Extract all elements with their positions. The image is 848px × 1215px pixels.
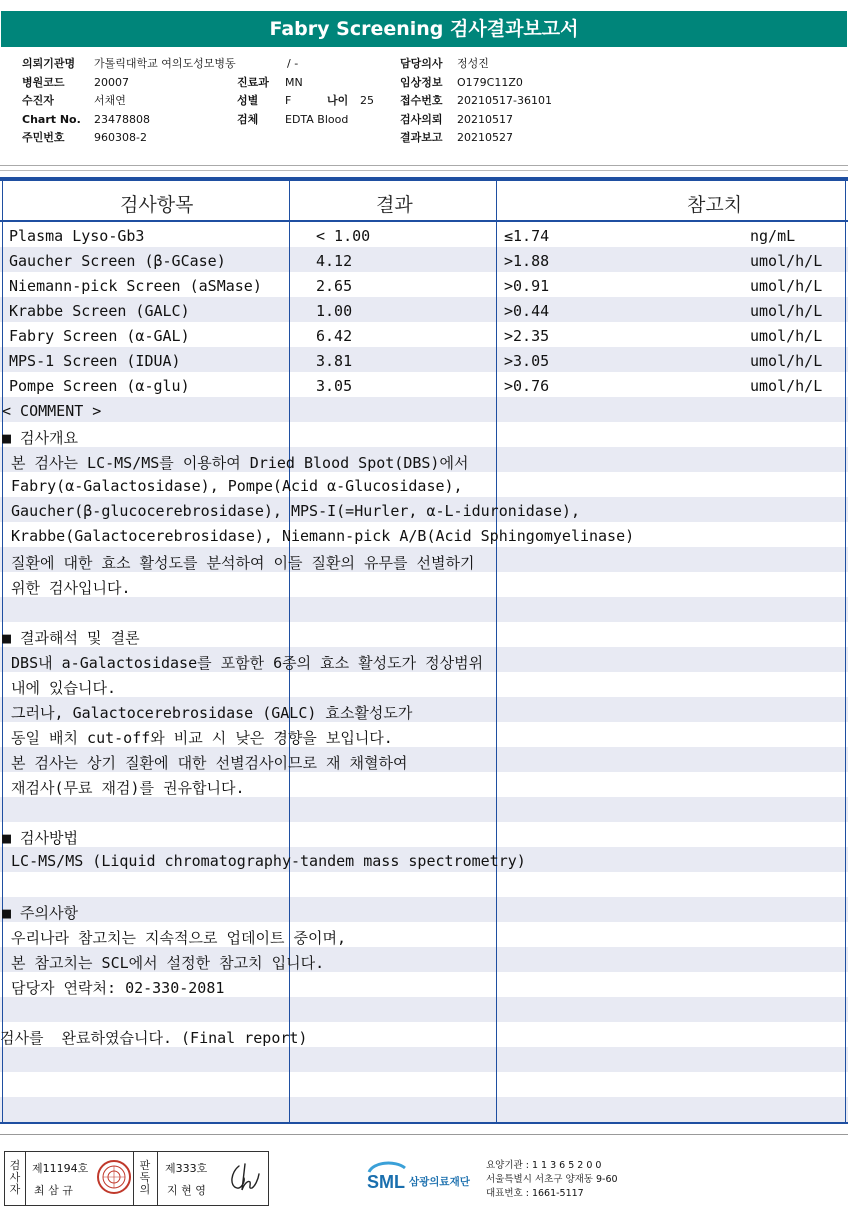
comment-line: ■ 주의사항	[2, 904, 79, 922]
header-left	[22, 55, 236, 148]
comment-line: 본 참고치는 SCL에서 설정한 참고치 입니다.	[2, 954, 325, 972]
test-result: 6.42	[316, 327, 353, 345]
report-date-label: 결과보고	[400, 131, 443, 144]
inspector-name: 최 삼 규	[34, 1184, 73, 1197]
slash-text: / -	[287, 57, 299, 70]
sml-logo	[365, 1158, 485, 1198]
comment-line: < COMMENT >	[2, 402, 102, 420]
row-stripe	[0, 897, 848, 922]
receipt-no-value: 20210517-36101	[457, 94, 552, 107]
col-header-result: 결과	[376, 194, 413, 216]
chart-no-label: Chart No.	[22, 112, 81, 126]
divider	[0, 1134, 848, 1135]
row-stripe	[0, 1047, 848, 1072]
request-date-value: 20210517	[457, 112, 513, 126]
comment-line: 그러나, Galactocerebrosidase (GALC) 효소활성도가	[2, 704, 413, 722]
hospital-code-value: 20007	[94, 75, 129, 89]
comment-line: LC-MS/MS (Liquid chromatography-tandem mass spectrometry)	[2, 852, 526, 870]
specimen-value: EDTA Blood	[285, 112, 349, 126]
phone-line: 대표번호 : 1661-5117	[486, 1188, 584, 1199]
age-label: 나이	[327, 94, 349, 107]
header-mid	[237, 55, 374, 129]
test-unit: umol/h/L	[750, 377, 823, 395]
foundation-name: 삼광의료재단	[409, 1176, 470, 1188]
signature-icon	[225, 1160, 263, 1196]
seal-stamp-icon	[97, 1160, 131, 1194]
comment-line: ■ 결과해석 및 결론	[2, 629, 140, 647]
test-name: Krabbe Screen (GALC)	[9, 302, 190, 320]
test-unit: umol/h/L	[750, 327, 823, 345]
comment-line: 우리나라 참고치는 지속적으로 업데이트 중이며,	[2, 929, 346, 947]
test-result: < 1.00	[316, 227, 371, 245]
address-line: 서울특별시 서초구 양재동 9-60	[486, 1174, 618, 1185]
test-unit: umol/h/L	[750, 352, 823, 370]
sex-value: F	[285, 94, 292, 107]
comment-line: 위한 검사입니다.	[2, 579, 131, 597]
test-reference: >0.76	[504, 377, 550, 395]
test-reference: >2.35	[504, 327, 550, 345]
table-col-line	[845, 181, 846, 1122]
comment-line: 내에 있습니다.	[2, 679, 117, 697]
comment-line: Krabbe(Galactocerebrosidase), Niemann-pick A/B(Acid Sphingomyelinase)	[2, 527, 635, 545]
comment-line: 질환에 대한 효소 활성도를 분석하여 이들 질환의 유무를 선별하기	[2, 554, 475, 572]
clinical-info-label: 임상정보	[400, 75, 443, 89]
dept-label: 진료과	[237, 75, 269, 89]
test-reference: ≤1.74	[504, 227, 550, 245]
comment-line: Fabry(α-Galactosidase), Pompe(Acid α-Glucosidase),	[2, 477, 463, 495]
reviewer-cell	[157, 1152, 267, 1205]
test-reference: >1.88	[504, 252, 550, 270]
comment-line: ■ 검사방법	[2, 829, 79, 847]
test-unit: umol/h/L	[750, 277, 823, 295]
hospital-value: 가톨릭대학교 여의도성모병동	[94, 57, 236, 70]
reviewer-vertical-cell	[133, 1152, 158, 1205]
test-name: Plasma Lyso-Gb3	[9, 227, 145, 245]
test-reference: >0.91	[504, 277, 550, 295]
patient-label: 수진자	[22, 94, 54, 107]
test-name: Gaucher Screen (β-GCase)	[9, 252, 226, 270]
test-result: 1.00	[316, 302, 353, 320]
test-unit: umol/h/L	[750, 302, 823, 320]
test-reference: >3.05	[504, 352, 550, 370]
comment-line: 검사를 완료하였습니다. (Final report)	[0, 1029, 308, 1047]
report-title: Fabry Screening 검사결과보고서	[1, 11, 847, 47]
inspector-no: 제11194호	[32, 1162, 89, 1175]
receipt-no-label: 접수번호	[400, 94, 443, 107]
test-result: 2.65	[316, 277, 353, 295]
header-right	[400, 55, 552, 148]
resident-no-label: 주민번호	[22, 131, 65, 144]
hospital-code-label: 병원코드	[22, 75, 65, 89]
test-name: Niemann-pick Screen (aSMase)	[9, 277, 262, 295]
divider	[0, 170, 848, 171]
comment-line: 본 검사는 LC-MS/MS를 이용하여 Dried Blood Spot(DBS)에서	[2, 454, 469, 472]
comment-line: 재검사(무료 재검)를 권유합니다.	[2, 779, 245, 797]
comment-line: 담당자 연락처: 02-330-2081	[2, 979, 225, 997]
table-top-border	[0, 177, 848, 181]
row-stripe	[0, 797, 848, 822]
test-result: 4.12	[316, 252, 353, 270]
test-name: MPS-1 Screen (IDUA)	[9, 352, 181, 370]
chart-no-value: 23478808	[94, 112, 150, 126]
inspector-vertical-cell	[5, 1152, 26, 1205]
signature-box	[4, 1151, 269, 1206]
clinical-info-value: O179C11Z0	[457, 75, 523, 89]
comment-line: ■ 검사개요	[2, 429, 79, 447]
age-value: 25	[360, 94, 374, 107]
row-stripe	[0, 597, 848, 622]
resident-no-value: 960308-2	[94, 131, 147, 144]
inspector-vertical-label: 검사자	[9, 1159, 21, 1196]
row-stripe	[0, 1097, 848, 1122]
sex-label: 성별	[237, 94, 259, 107]
divider	[0, 165, 848, 166]
reviewer-name: 지 현 영	[167, 1184, 206, 1197]
specimen-label: 검체	[237, 112, 259, 126]
svg-text:SML: SML	[367, 1172, 405, 1192]
table-header-border	[0, 220, 848, 222]
test-result: 3.81	[316, 352, 353, 370]
doctor-value: 정성진	[457, 57, 489, 70]
dept-value: MN	[285, 75, 303, 89]
test-name: Pompe Screen (α-glu)	[9, 377, 190, 395]
reviewer-vertical-label: 판독의	[139, 1159, 151, 1196]
test-unit: ng/mL	[750, 227, 796, 245]
table-bottom-border	[0, 1122, 848, 1124]
col-header-reference: 참고치	[687, 194, 743, 216]
row-stripe	[0, 997, 848, 1022]
comment-line: 동일 배치 cut-off와 비교 시 낮은 경향을 보입니다.	[2, 729, 393, 747]
test-result: 3.05	[316, 377, 353, 395]
doctor-label: 담당의사	[400, 57, 443, 70]
reviewer-no: 제333호	[165, 1162, 208, 1175]
hospital-label: 의뢰기관명	[22, 57, 76, 70]
test-name: Fabry Screen (α-GAL)	[9, 327, 190, 345]
comment-line: DBS내 a-Galactosidase를 포함한 6종의 효소 활성도가 정상범위	[2, 654, 484, 672]
patient-value: 서채연	[94, 94, 126, 107]
test-unit: umol/h/L	[750, 252, 823, 270]
institution-code: 요양기관 : 1 1 3 6 5 2 0 0	[486, 1160, 602, 1171]
test-reference: >0.44	[504, 302, 550, 320]
row-stripe	[0, 397, 848, 422]
request-date-label: 검사의뢰	[400, 112, 443, 126]
table-col-line	[496, 181, 497, 1122]
comment-line: 본 검사는 상기 질환에 대한 선별검사이므로 재 채혈하여	[2, 754, 408, 772]
comment-line: Gaucher(β-glucocerebrosidase), MPS-I(=Hurler, α-L-iduronidase),	[2, 502, 580, 520]
inspector-cell	[25, 1152, 134, 1205]
report-date-value: 20210527	[457, 131, 513, 144]
col-header-test: 검사항목	[120, 194, 194, 216]
address-block	[486, 1159, 618, 1201]
